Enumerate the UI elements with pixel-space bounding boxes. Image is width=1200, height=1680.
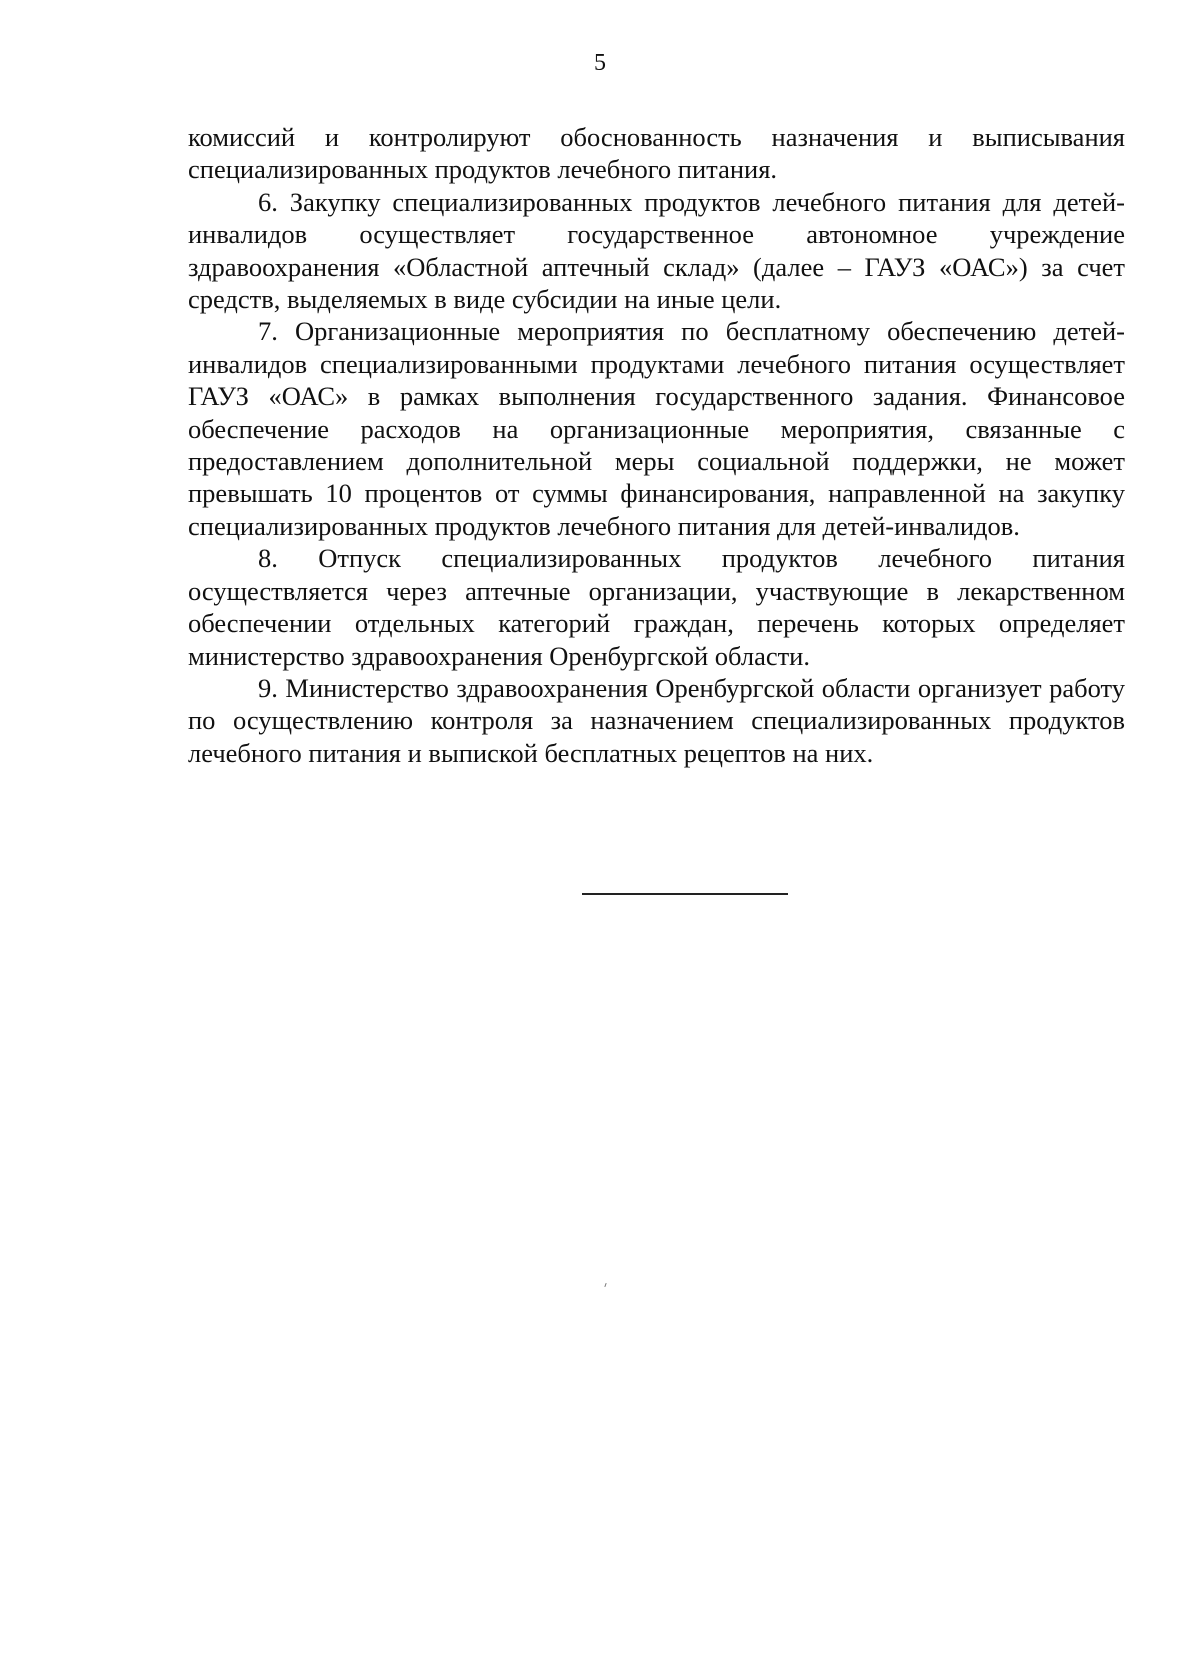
paragraph-item-8: 8. Отпуск специализированных продуктов лечебного питания осуществляется через аптечные организации, участвующие в лекарственном обеспечении отдельных категорий граждан, перечень которых определяет министерство здравоохранения Оренбургской области. [188,543,1125,671]
paragraph-item-9: 9. Министерство здравоохранения Оренбургской области организует работу по осуществлению контроля за назначением специализированных продуктов лечебного питания и выпиской бесплатных рецептов на них. [188,672,1125,768]
document-body [188,121,1125,769]
scan-speck [604,1283,606,1287]
paragraph-item-7: 7. Организационные мероприятия по бесплатному обеспечению детей-инвалидов специализированными продуктами лечебного питания осуществляет ГАУЗ «ОАС» в рамках выполнения государственного задания. Финансовое обеспечение расходов на организационные мероприятия, связанные с предоставлением дополнительной меры социальной поддержки, не может превышать 10 процентов от суммы финансирования, направленной на закупку специализированных продуктов лечебного питания для детей-инвалидов. [188,316,1125,541]
end-of-document-rule [582,893,788,895]
paragraph-continuation: комиссий и контролируют обоснованность назначения и выписывания специализированных продуктов лечебного питания. [188,122,1125,185]
page-number: 5 [594,50,606,76]
paragraph-item-6: 6. Закупку специализированных продуктов лечебного питания для детей-инвалидов осуществляет государственное автономное учреждение здравоохранения «Областной аптечный склад» (далее – ГАУЗ «ОАС») за счет средств, выделяемых в виде субсидии на иные цели. [188,186,1125,315]
